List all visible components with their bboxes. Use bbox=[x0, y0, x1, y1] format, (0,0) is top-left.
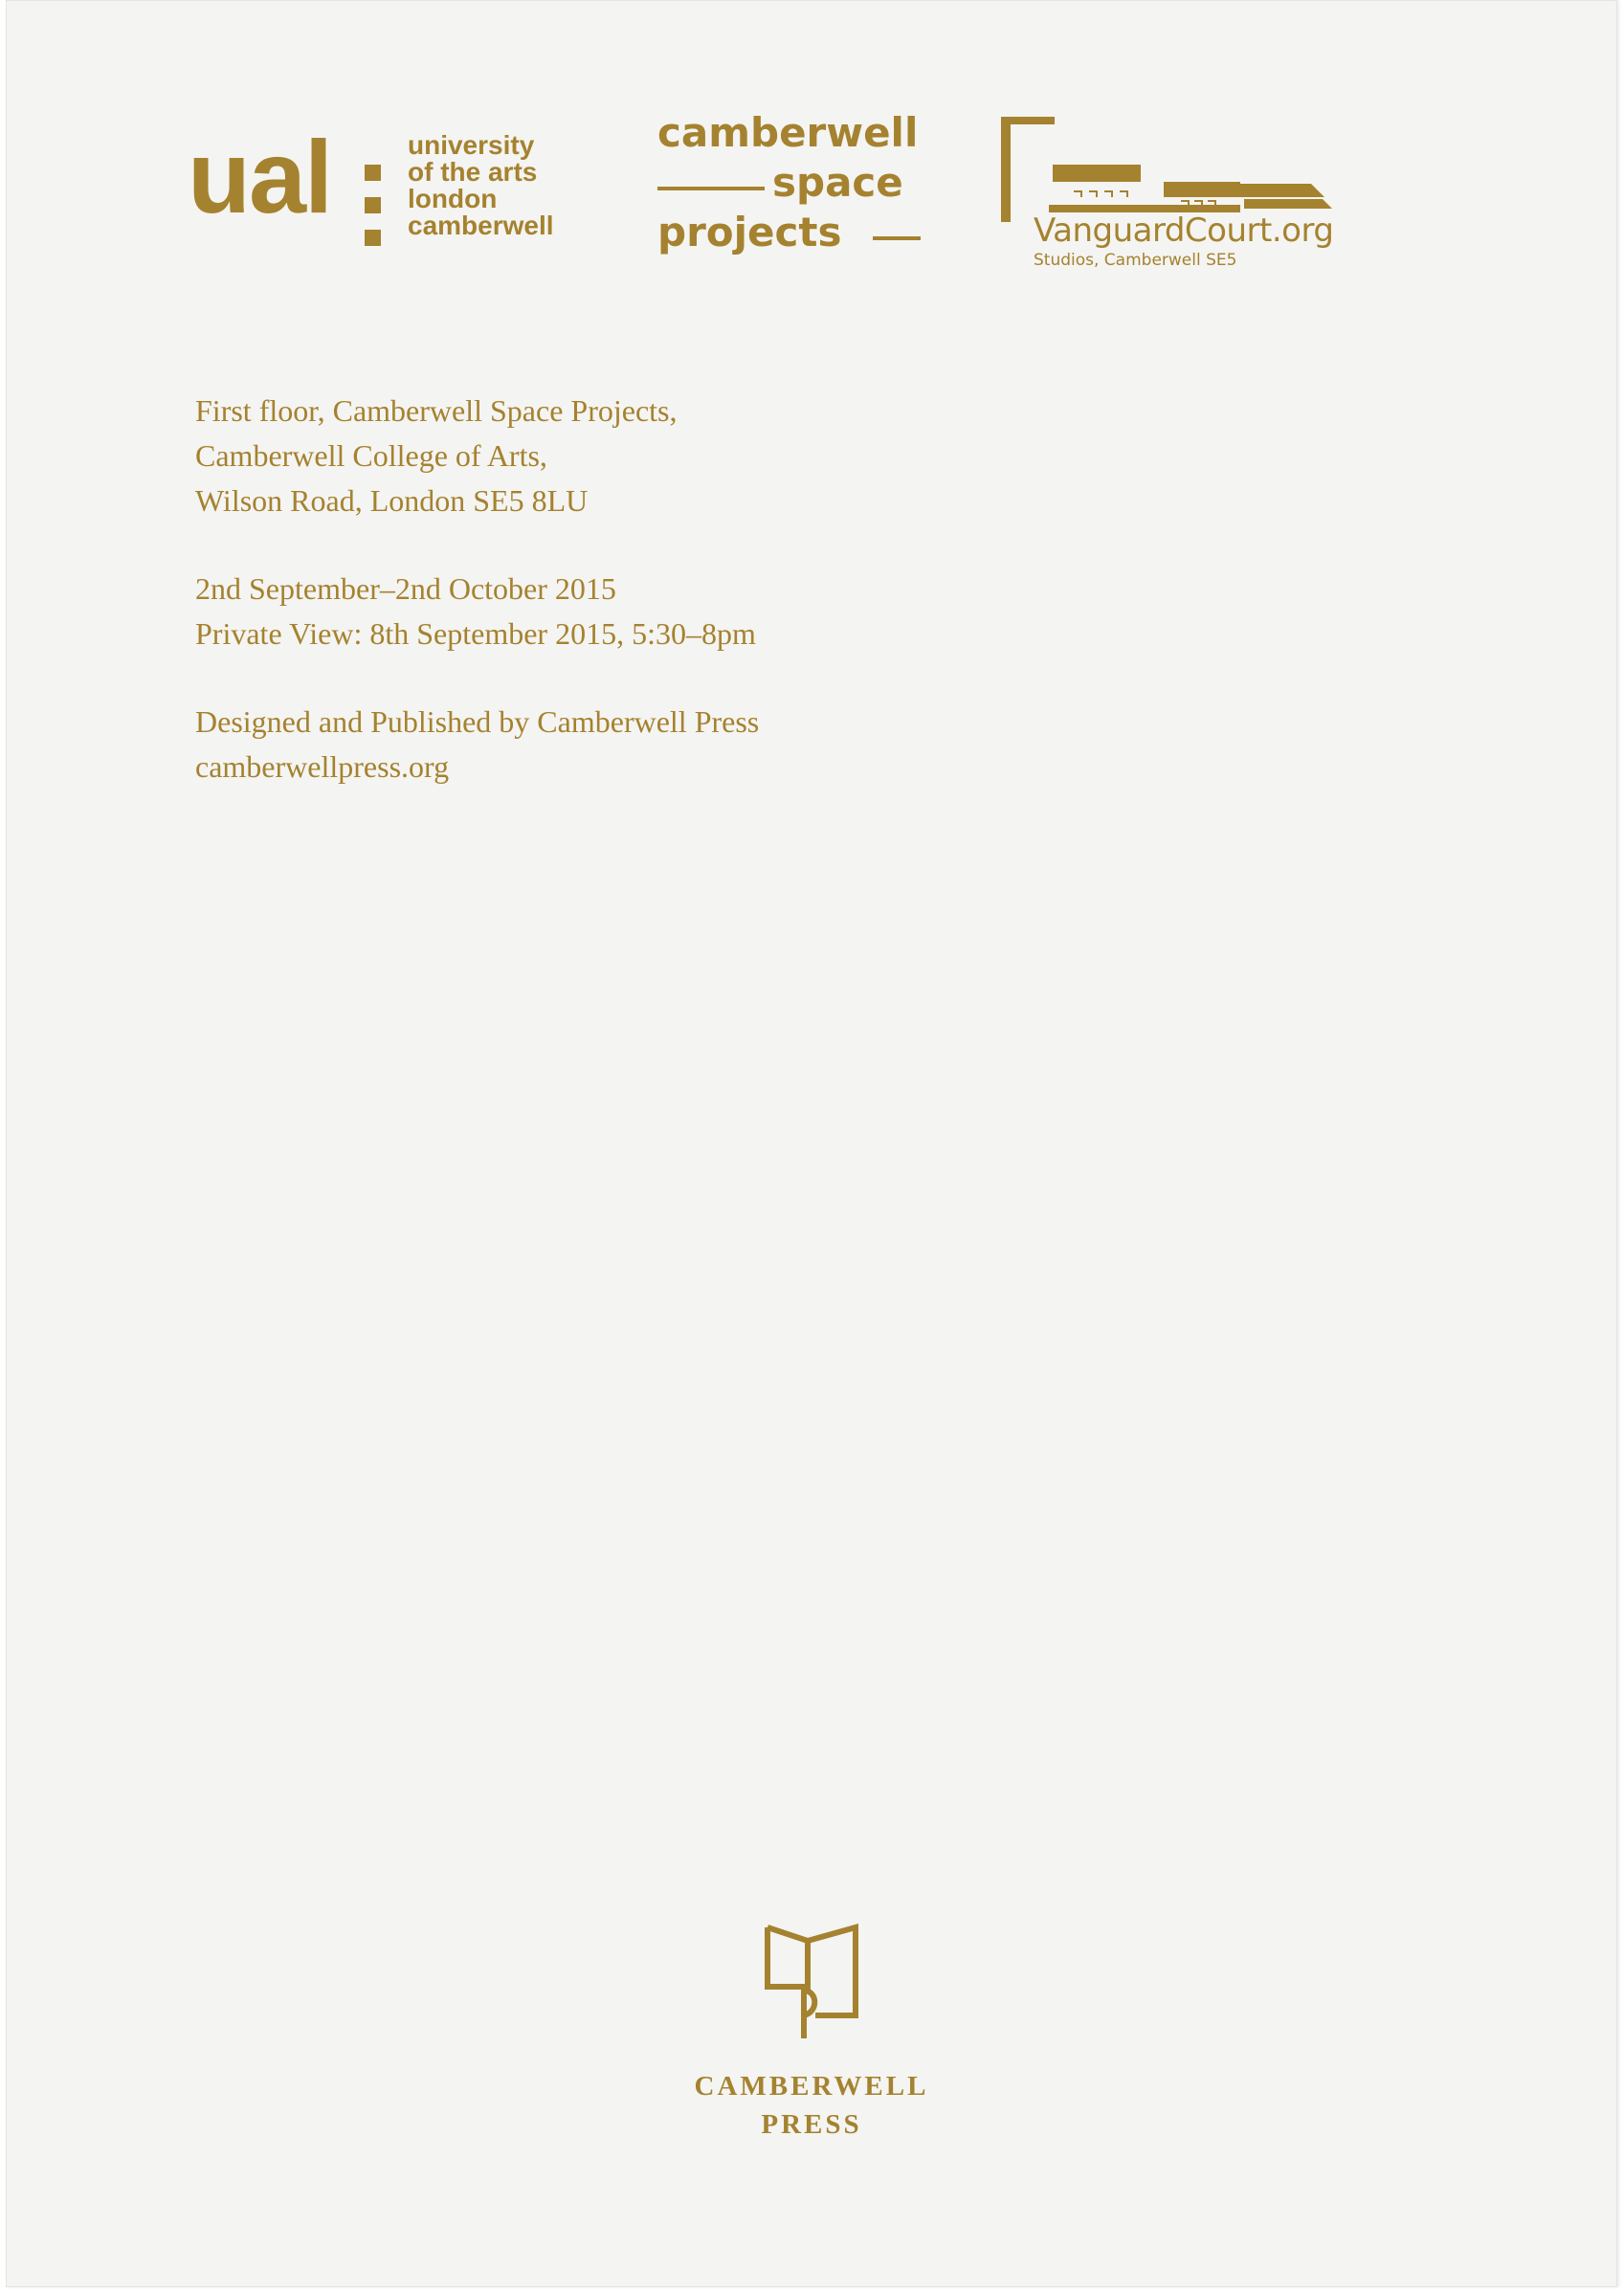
camberwell-press-line-1: CAMBERWELL bbox=[694, 2071, 929, 2102]
exhibition-run-dates: 2nd September–2nd October 2015 bbox=[195, 571, 616, 606]
csp-line-camberwell: camberwell bbox=[657, 109, 919, 156]
venue-address bbox=[195, 389, 1057, 523]
csp-line-projects: projects bbox=[657, 209, 842, 256]
back-cover-page bbox=[6, 0, 1617, 2287]
ual-line-university: university bbox=[408, 130, 535, 160]
camberwell-press-wordmark bbox=[580, 2067, 1043, 2144]
venue-line-2: Camberwell College of Arts, bbox=[195, 438, 547, 473]
publisher-credits bbox=[195, 700, 1057, 790]
ual-line-camberwell: camberwell bbox=[408, 211, 554, 240]
vanguard-court-name: VanguardCourt.org bbox=[1034, 211, 1334, 250]
exhibition-dates bbox=[195, 567, 1057, 656]
vanguard-court-logo bbox=[995, 107, 1349, 279]
ual-line-of-the-arts: of the arts bbox=[408, 157, 538, 187]
csp-line-space: space bbox=[772, 159, 903, 206]
camberwell-space-projects-logo bbox=[653, 107, 940, 260]
ual-text-block bbox=[408, 132, 554, 239]
publisher-credit: Designed and Published by Camberwell Press bbox=[195, 704, 760, 739]
ual-line-london: london bbox=[408, 184, 498, 213]
ual-colon-mark bbox=[365, 165, 382, 262]
venue-line-3: Wilson Road, London SE5 8LU bbox=[195, 483, 589, 518]
vanguard-court-subtitle: Studios, Camberwell SE5 bbox=[1034, 251, 1237, 270]
camberwell-press-book-icon bbox=[760, 1920, 863, 2044]
csp-rule-left bbox=[657, 187, 765, 190]
private-view-date: Private View: 8th September 2015, 5:30–8pm bbox=[195, 616, 756, 651]
csp-rule-right bbox=[873, 236, 921, 240]
ual-wordmark: ual bbox=[188, 119, 332, 234]
ual-logo bbox=[188, 119, 590, 268]
exhibition-info bbox=[195, 389, 1057, 833]
vanguard-court-building-icon bbox=[995, 107, 1349, 222]
venue-line-1: First floor, Camberwell Space Projects, bbox=[195, 393, 678, 428]
publisher-website: camberwellpress.org bbox=[195, 749, 450, 784]
camberwell-press-line-2: PRESS bbox=[761, 2109, 862, 2140]
